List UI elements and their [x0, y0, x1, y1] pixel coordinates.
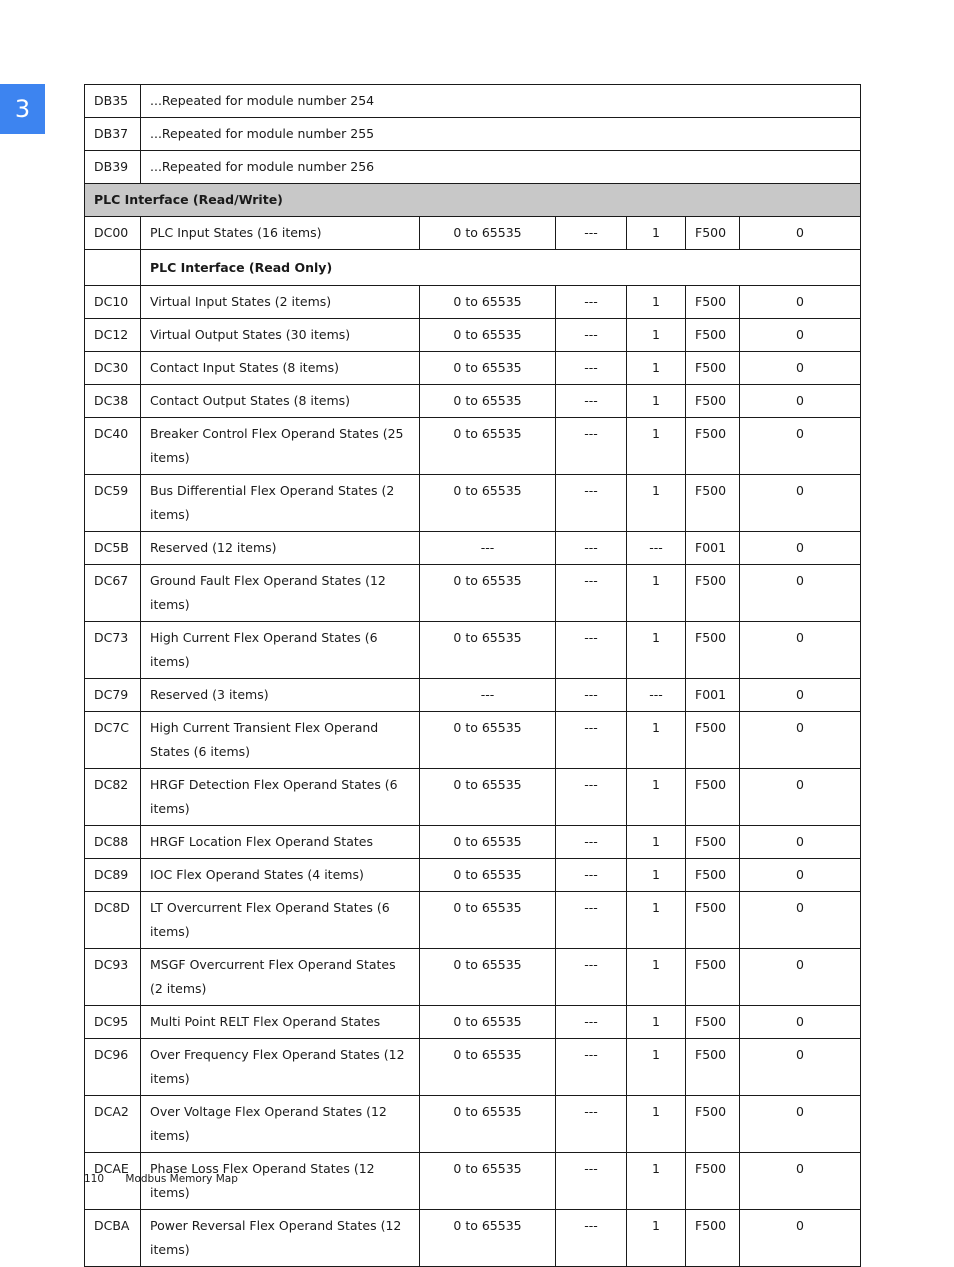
step-cell: 1 — [627, 217, 686, 250]
step-cell: 1 — [627, 475, 686, 532]
address-cell: DC95 — [85, 1006, 141, 1039]
range-cell: --- — [420, 532, 556, 565]
step-cell: 1 — [627, 892, 686, 949]
table-row — [85, 826, 861, 859]
format-cell: F500 — [686, 385, 740, 418]
table-row — [85, 319, 861, 352]
units-cell: --- — [556, 565, 627, 622]
format-cell: F500 — [686, 1039, 740, 1096]
units-cell: --- — [556, 319, 627, 352]
default-cell: 0 — [740, 319, 861, 352]
range-cell: 0 to 65535 — [420, 217, 556, 250]
table-row — [85, 532, 861, 565]
default-cell: 0 — [740, 385, 861, 418]
units-cell: --- — [556, 475, 627, 532]
table-row — [85, 385, 861, 418]
format-cell: F001 — [686, 532, 740, 565]
step-cell: 1 — [627, 1096, 686, 1153]
description-cell: Ground Fault Flex Operand States (12 items) — [141, 565, 420, 622]
format-cell: F500 — [686, 826, 740, 859]
table-row — [85, 151, 861, 184]
address-cell: DC96 — [85, 1039, 141, 1096]
format-cell: F500 — [686, 949, 740, 1006]
format-cell: F500 — [686, 352, 740, 385]
address-cell: DC89 — [85, 859, 141, 892]
description-cell: MSGF Overcurrent Flex Operand States (2 items) — [141, 949, 420, 1006]
address-cell: DC88 — [85, 826, 141, 859]
units-cell: --- — [556, 679, 627, 712]
units-cell: --- — [556, 352, 627, 385]
default-cell: 0 — [740, 679, 861, 712]
units-cell: --- — [556, 769, 627, 826]
format-cell: F001 — [686, 679, 740, 712]
range-cell: 0 to 65535 — [420, 1006, 556, 1039]
address-cell: DC7C — [85, 712, 141, 769]
description-cell: PLC Input States (16 items) — [141, 217, 420, 250]
units-cell: --- — [556, 1006, 627, 1039]
description-cell: ...Repeated for module number 256 — [141, 151, 861, 184]
range-cell: 0 to 65535 — [420, 1096, 556, 1153]
step-cell: 1 — [627, 319, 686, 352]
step-cell: 1 — [627, 622, 686, 679]
units-cell: --- — [556, 418, 627, 475]
table-row — [85, 949, 861, 1006]
step-cell: 1 — [627, 418, 686, 475]
description-cell: Reserved (12 items) — [141, 532, 420, 565]
memory-map-table — [84, 84, 861, 1267]
format-cell: F500 — [686, 418, 740, 475]
units-cell: --- — [556, 217, 627, 250]
chapter-number: 3 — [14, 95, 31, 123]
range-cell: 0 to 65535 — [420, 1039, 556, 1096]
description-cell: HRGF Location Flex Operand States — [141, 826, 420, 859]
format-cell: F500 — [686, 622, 740, 679]
units-cell: --- — [556, 622, 627, 679]
default-cell: 0 — [740, 475, 861, 532]
units-cell: --- — [556, 1039, 627, 1096]
default-cell: 0 — [740, 949, 861, 1006]
default-cell: 0 — [740, 352, 861, 385]
table-row — [85, 1039, 861, 1096]
table-row — [85, 85, 861, 118]
range-cell: 0 to 65535 — [420, 949, 556, 1006]
default-cell: 0 — [740, 892, 861, 949]
description-cell: Virtual Output States (30 items) — [141, 319, 420, 352]
description-cell: Over Frequency Flex Operand States (12 items) — [141, 1039, 420, 1096]
address-cell: DB39 — [85, 151, 141, 184]
format-cell: F500 — [686, 712, 740, 769]
units-cell: --- — [556, 859, 627, 892]
units-cell: --- — [556, 1096, 627, 1153]
address-cell: DC10 — [85, 286, 141, 319]
format-cell: F500 — [686, 217, 740, 250]
range-cell: 0 to 65535 — [420, 769, 556, 826]
footer-title: Modbus Memory Map — [125, 1173, 238, 1185]
table-row — [85, 352, 861, 385]
default-cell: 0 — [740, 622, 861, 679]
default-cell: 0 — [740, 565, 861, 622]
range-cell: 0 to 65535 — [420, 475, 556, 532]
format-cell: F500 — [686, 565, 740, 622]
range-cell: 0 to 65535 — [420, 352, 556, 385]
table-row — [85, 118, 861, 151]
range-cell: 0 to 65535 — [420, 565, 556, 622]
step-cell: 1 — [627, 286, 686, 319]
format-cell: F500 — [686, 859, 740, 892]
units-cell: --- — [556, 826, 627, 859]
section-header-row — [85, 184, 861, 217]
default-cell: 0 — [740, 1210, 861, 1267]
table-row — [85, 679, 861, 712]
range-cell: 0 to 65535 — [420, 826, 556, 859]
format-cell: F500 — [686, 892, 740, 949]
address-cell: DC00 — [85, 217, 141, 250]
table-row — [85, 475, 861, 532]
table-row — [85, 1006, 861, 1039]
step-cell: 1 — [627, 949, 686, 1006]
range-cell: 0 to 65535 — [420, 286, 556, 319]
step-cell: 1 — [627, 826, 686, 859]
range-cell: 0 to 65535 — [420, 1153, 556, 1210]
default-cell: 0 — [740, 1039, 861, 1096]
default-cell: 0 — [740, 769, 861, 826]
range-cell: --- — [420, 679, 556, 712]
address-cell: DCBA — [85, 1210, 141, 1267]
range-cell: 0 to 65535 — [420, 622, 556, 679]
table-row — [85, 622, 861, 679]
description-cell: HRGF Detection Flex Operand States (6 items) — [141, 769, 420, 826]
table-row — [85, 286, 861, 319]
address-cell: DC12 — [85, 319, 141, 352]
units-cell: --- — [556, 1153, 627, 1210]
default-cell: 0 — [740, 217, 861, 250]
range-cell: 0 to 65535 — [420, 418, 556, 475]
description-cell: Contact Input States (8 items) — [141, 352, 420, 385]
format-cell: F500 — [686, 319, 740, 352]
description-cell: LT Overcurrent Flex Operand States (6 items) — [141, 892, 420, 949]
default-cell: 0 — [740, 826, 861, 859]
format-cell: F500 — [686, 1210, 740, 1267]
step-cell: 1 — [627, 859, 686, 892]
format-cell: F500 — [686, 1153, 740, 1210]
format-cell: F500 — [686, 769, 740, 826]
step-cell: 1 — [627, 385, 686, 418]
default-cell: 0 — [740, 532, 861, 565]
description-cell: Contact Output States (8 items) — [141, 385, 420, 418]
address-cell: DC40 — [85, 418, 141, 475]
description-cell: Bus Differential Flex Operand States (2 items) — [141, 475, 420, 532]
description-cell: Breaker Control Flex Operand States (25 items) — [141, 418, 420, 475]
step-cell: 1 — [627, 1153, 686, 1210]
description-cell: Phase Loss Flex Operand States (12 items) — [141, 1153, 420, 1210]
chapter-tab — [0, 84, 45, 134]
description-cell: High Current Flex Operand States (6 items) — [141, 622, 420, 679]
section-title: PLC Interface (Read/Write) — [85, 184, 861, 217]
address-cell: DC82 — [85, 769, 141, 826]
step-cell: 1 — [627, 769, 686, 826]
units-cell: --- — [556, 532, 627, 565]
subsection-header-row — [85, 250, 861, 286]
step-cell: 1 — [627, 352, 686, 385]
description-cell: Multi Point RELT Flex Operand States — [141, 1006, 420, 1039]
empty-cell — [85, 250, 141, 286]
address-cell: DC79 — [85, 679, 141, 712]
step-cell: --- — [627, 679, 686, 712]
table-row — [85, 769, 861, 826]
description-cell: Virtual Input States (2 items) — [141, 286, 420, 319]
default-cell: 0 — [740, 286, 861, 319]
table-row — [85, 1210, 861, 1267]
step-cell: --- — [627, 532, 686, 565]
units-cell: --- — [556, 949, 627, 1006]
address-cell: DCA2 — [85, 1096, 141, 1153]
address-cell: DC5B — [85, 532, 141, 565]
table-row — [85, 1096, 861, 1153]
description-cell: Reserved (3 items) — [141, 679, 420, 712]
address-cell: DB35 — [85, 85, 141, 118]
address-cell: DC67 — [85, 565, 141, 622]
address-cell: DC38 — [85, 385, 141, 418]
default-cell: 0 — [740, 859, 861, 892]
range-cell: 0 to 65535 — [420, 385, 556, 418]
units-cell: --- — [556, 1210, 627, 1267]
default-cell: 0 — [740, 712, 861, 769]
table-row — [85, 712, 861, 769]
step-cell: 1 — [627, 1210, 686, 1267]
format-cell: F500 — [686, 286, 740, 319]
default-cell: 0 — [740, 418, 861, 475]
format-cell: F500 — [686, 475, 740, 532]
table-row — [85, 892, 861, 949]
address-cell: DC93 — [85, 949, 141, 1006]
step-cell: 1 — [627, 1039, 686, 1096]
address-cell: DC8D — [85, 892, 141, 949]
range-cell: 0 to 65535 — [420, 712, 556, 769]
page-footer — [84, 1173, 238, 1185]
range-cell: 0 to 65535 — [420, 892, 556, 949]
description-cell: ...Repeated for module number 254 — [141, 85, 861, 118]
step-cell: 1 — [627, 712, 686, 769]
table-row — [85, 217, 861, 250]
format-cell: F500 — [686, 1006, 740, 1039]
units-cell: --- — [556, 385, 627, 418]
range-cell: 0 to 65535 — [420, 859, 556, 892]
default-cell: 0 — [740, 1096, 861, 1153]
description-cell: High Current Transient Flex Operand States (6 items) — [141, 712, 420, 769]
step-cell: 1 — [627, 565, 686, 622]
table-row — [85, 859, 861, 892]
units-cell: --- — [556, 892, 627, 949]
table-row — [85, 418, 861, 475]
address-cell: DC73 — [85, 622, 141, 679]
default-cell: 0 — [740, 1006, 861, 1039]
default-cell: 0 — [740, 1153, 861, 1210]
range-cell: 0 to 65535 — [420, 1210, 556, 1267]
description-cell: Over Voltage Flex Operand States (12 items) — [141, 1096, 420, 1153]
table-row — [85, 565, 861, 622]
description-cell: Power Reversal Flex Operand States (12 items) — [141, 1210, 420, 1267]
step-cell: 1 — [627, 1006, 686, 1039]
address-cell: DB37 — [85, 118, 141, 151]
units-cell: --- — [556, 286, 627, 319]
subsection-title: PLC Interface (Read Only) — [141, 250, 861, 286]
page-number: 110 — [84, 1173, 105, 1185]
format-cell: F500 — [686, 1096, 740, 1153]
range-cell: 0 to 65535 — [420, 319, 556, 352]
address-cell: DC59 — [85, 475, 141, 532]
address-cell: DCAE — [85, 1153, 141, 1210]
units-cell: --- — [556, 712, 627, 769]
address-cell: DC30 — [85, 352, 141, 385]
description-cell: IOC Flex Operand States (4 items) — [141, 859, 420, 892]
description-cell: ...Repeated for module number 255 — [141, 118, 861, 151]
